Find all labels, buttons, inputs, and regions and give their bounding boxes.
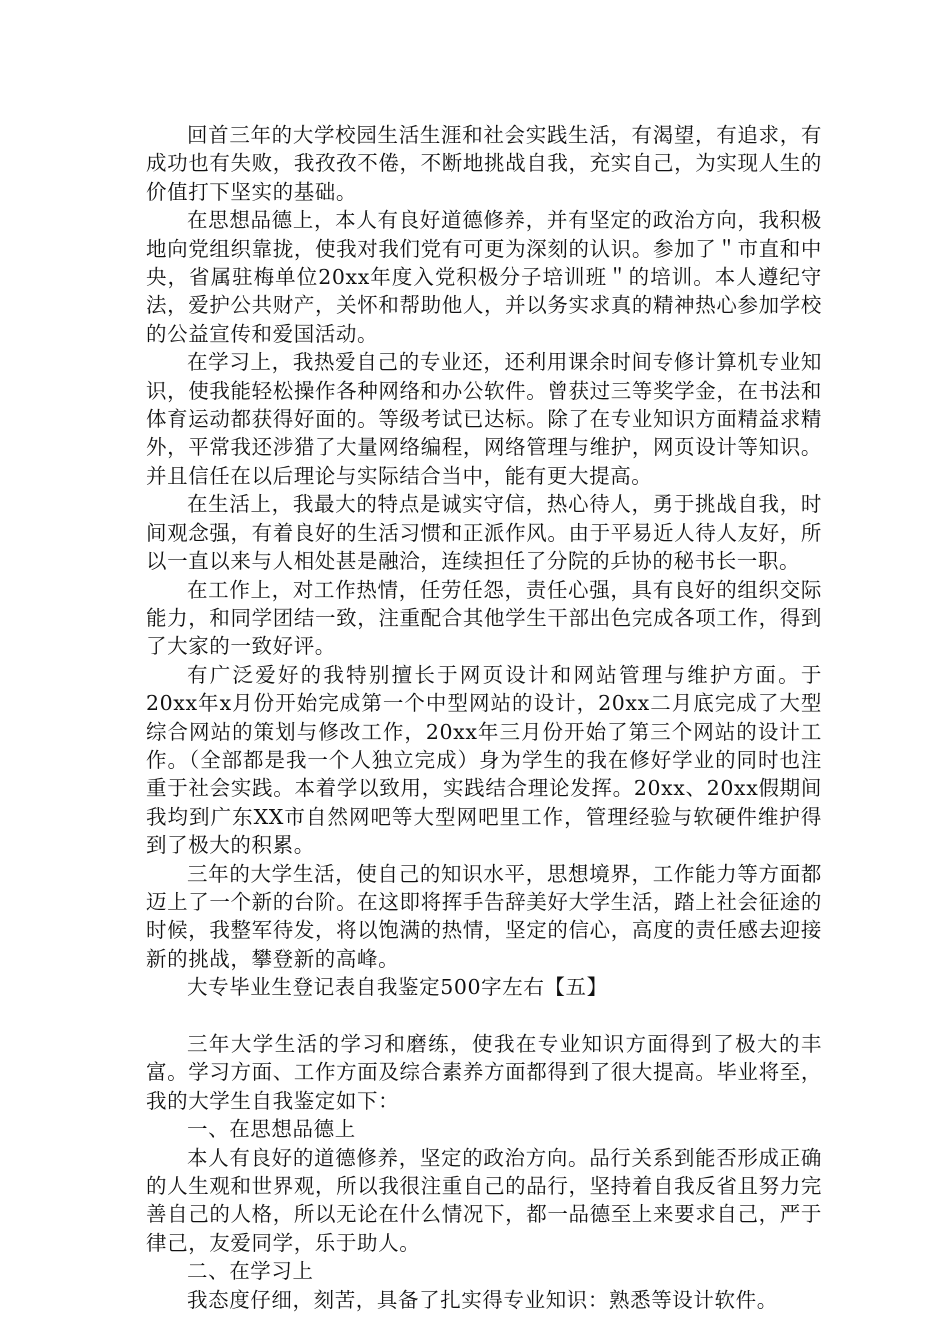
paragraph-moral-character: 在思想品德上，本人有良好道德修养，并有坚定的政治方向，我积极地向党组织靠拢，使我对我们党有可更为深刻的认识。参加了＂市直和中央，省属驻梅单位20xx年度入党积极分子培训班＂的培训。本人遵纪守法，爱护公共财产，关怀和帮助他人，并以务实求真的精神热心参加学校的公益宣传和爱国活动。	[146, 208, 822, 346]
paragraph-work: 在工作上，对工作热情，任劳任怨，责任心强，具有良好的组织交际能力，和同学团结一致，注重配合其他学生干部出色完成各项工作，得到了大家的一致好评。	[146, 577, 822, 659]
paragraph-study-detail: 我态度仔细，刻苦，具备了扎实得专业知识：熟悉等设计软件。	[187, 1287, 778, 1312]
paragraph-intro-reflection: 回首三年的大学校园生活生涯和社会实践生活，有渴望，有追求，有成功也有失败，我孜孜不倦，不断地挑战自我，充实自己，为实现人生的价值打下坚实的基础。	[146, 123, 822, 204]
paragraph-section-intro: 三年大学生活的学习和磨练，使我在专业知识方面得到了极大的丰富。学习方面、工作方面及综合素养方面都得到了很大提高。毕业将至，我的大学生自我鉴定如下：	[146, 1031, 822, 1113]
document-page	[146, 121, 822, 1314]
subheading-moral: 一、在思想品德上	[187, 1117, 356, 1142]
section-title: 大专毕业生登记表自我鉴定500字左右【五】	[187, 975, 608, 1000]
subheading-study: 二、在学习上	[187, 1259, 314, 1284]
blank-line	[146, 1002, 822, 1030]
paragraph-study: 在学习上，我热爱自己的专业还，还利用课余时间专修计算机专业知识，使我能轻松操作各种网络和办公软件。曾获过三等奖学金，在书法和体育运动都获得好面的。等级考试已达标。除了在专业知识方面精益求精外，平常我还涉猎了大量网络编程，网络管理与维护，网页设计等知识。并且信任在以后理论与实际结合当中，能有更大提高。	[146, 350, 822, 488]
paragraph-moral-detail: 本人有良好的道德修养，坚定的政治方向。品行关系到能否形成正确的人生观和世界观，所以我很注重自己的品行，坚持着自我反省且努力完善自己的人格，所以无论在什么情况下，都一品德至上来要求自己，严于律己，友爱同学，乐于助人。	[146, 1145, 822, 1255]
paragraph-conclusion: 三年的大学生活，使自己的知识水平，思想境界，工作能力等方面都迈上了一个新的台阶。在这即将挥手告辞美好大学生活，踏上社会征途的时候，我整军待发，将以饱满的热情，坚定的信心，高度的责任感去迎接新的挑战，攀登新的高峰。	[146, 861, 822, 971]
paragraph-life: 在生活上，我最大的特点是诚实守信，热心待人，勇于挑战自我，时间观念强，有着良好的生活习惯和正派作风。由于平易近人待人友好，所以一直以来与人相处甚是融洽，连续担任了分院的乒协的秘书长一职。	[146, 492, 822, 574]
paragraph-hobbies-web: 有广泛爱好的我特别擅长于网页设计和网站管理与维护方面。于20xx年x月份开始完成第一个中型网站的设计，20xx二月底完成了大型综合网站的策划与修改工作，20xx年三月份开始了第三个网站的设计工作。（全部都是我一个人独立完成）身为学生的我在修好学业的同时也注重于社会实践。本着学以致用，实践结合理论发挥。20xx、20xx假期间我均到广东XX市自然网吧等大型网吧里工作，管理经验与软硬件维护得到了极大的积累。	[146, 662, 822, 858]
